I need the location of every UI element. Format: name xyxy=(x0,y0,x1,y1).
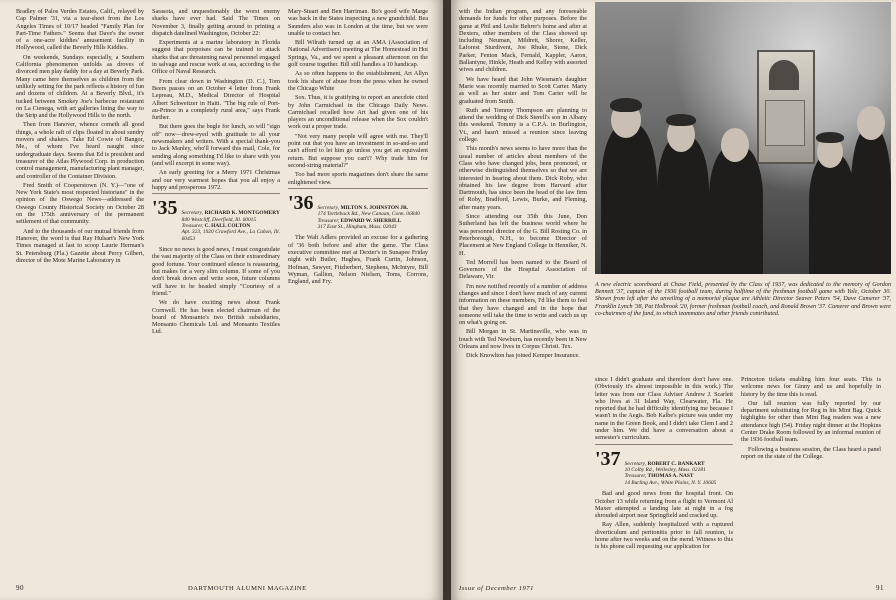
paragraph: But there goes the bugle for lunch, so will "sign off" now—drew-eyed with gratitude to all your newsmakers and writers. With a special thank-you to Jack Manley, who'll forward this mail, Cole, for sending along something I'd like to share with you (and will excerpt in some way). xyxy=(152,123,280,167)
paragraph: An early greeting for a Merry 1971 Christmas and our very warmest hopes that you all enjoy a happy and prosperous 1972. xyxy=(152,169,280,191)
paragraph: Sarasota, and unquestionably the worst enemy sharks have ever had. Said The Times on November 3, finally getting around to printing a dispatch datelined Washington, October 22: xyxy=(152,8,280,37)
left-page xyxy=(0,0,443,600)
paragraph: Princeton tickets enabling him four seats. This is welcome news for Ginny and us and hopefully in history by the time this is read. xyxy=(741,376,881,398)
person-figure xyxy=(657,136,709,274)
class-heading-36 xyxy=(288,193,428,231)
paragraph: Dick Knowlton has joined Kemper Insurance. xyxy=(466,352,580,360)
person-figure xyxy=(709,146,763,274)
paragraph: And to the thousands of our mutual friends from Hanover, the word is that Ray Hulsart's New York Times managed at last to scoop Laurie Herman's St. Petersburg (Fla.) Gazette about Percy Gilbert, director of the Mote Marine Laboratory in xyxy=(16,227,144,264)
issue-label: Issue of December 1971 xyxy=(459,585,534,592)
person-figure xyxy=(851,128,891,274)
class-year: '35 xyxy=(152,197,178,220)
page-number: 90 xyxy=(16,584,24,592)
paragraph: On weekends, Sundays especially, a Southern California phenomenon unfolds as droves of divorced men play daddy for a day at Beverly Park. Many came here themselves as children from the unlikely setting for the park reflects a history of fun and dozens of children. At a Beverly Blvd., it's tucked between Smokey Joe's barbecue restaurant on La Cienega, with art galleries lining the way to the Strip and the Hollywood Hills to the north. xyxy=(16,53,144,120)
paragraph: Bradley of Palos Verdes Estates, Calif., relayed by Cap Palmer '31, via a tear-sheet from the Los Angeles Times of 10/17 headed "Family Plan for Part-Time Fathers." Seems that Dave's the owner of a one-acre kiddies' amusement facility in Hollywood, called the Beverly Hills Kiddies. xyxy=(16,8,144,52)
page-gutter xyxy=(443,0,451,600)
right-column-1 xyxy=(459,8,587,574)
person-figure xyxy=(601,124,657,274)
left-column-3 xyxy=(288,8,428,574)
class-officers: Secretary, ROBERT C. BANKART 10 Colby Rd., Wellesley, Mass. 02181 Treasurer, THOMAS A. NAST 14 Burling Ave., White Plains, N. Y. 10605 xyxy=(624,460,717,486)
paragraph: Ted Morrell has been named to the Board of Governors of the Hospital Association of Delaware, Vir. xyxy=(459,258,587,281)
right-page xyxy=(451,0,896,600)
left-column-1 xyxy=(16,8,144,574)
paragraph: From clear down in Washington (D. C.), Tom Beers passes on an October 4 letter from Frank Lepreau, M.D., Medical Director of Hospital Albert Schweitzer in Haiti. "The big rule of Port-au-Prince in a completely rural area," says Frank further. xyxy=(152,77,280,122)
paragraph: with the Indian program, and any foreseeable demands for funds for other purposes. Before the game at Phil and Leslie Behrer's home and after at Dexters, other members of the Class showed up including Neuman, Mildrett, Shorer, Keller, Laforest Sturdivent, Joe Rhuke, Stone, Dick Parker, Fenton Mack, Fernald, Kappler, Aaron, Ballantyne, Hinkle, Heath and Kelley with assorted wives and children. xyxy=(459,8,587,74)
paragraph: Following a business session, the Class heard a panel report on the state of the College. xyxy=(741,445,881,460)
paragraph: since I didn't graduate and therefore don't have one. (Obviously it's almost impossible in this work.) The letter was from our Class Adviser Andrew J. Scarlett who lives at 31 Island Way, Clearwater, Fla. He reported that he had difficulty identifying me because I wasn't in the Aegis. Bob Kalbe's picture was under my name in the Green Book, and I didn't take Clem I and 2 under him. We did have a conversation about a semester's curriculum. xyxy=(595,376,733,442)
paragraph: Since attending our 35th this June, Don Sutherland has left the business world where he was personnel director of the G. Bill Rosting Co. in Peterborough, N.H., to become Director of Placement at New England College in Henniker, N. H. xyxy=(459,213,587,257)
right-column-3 xyxy=(741,376,881,600)
left-column-2 xyxy=(152,8,280,574)
person-figure xyxy=(809,154,855,274)
paragraph: Then from Hanover, whence cometh all good things, a whole raft of clips floated in about sundry movers and shakers. Take Ed Cowie of Bangor, Me., of whom I've heard naught since undergraduate days. Seems that Ed is president and treasurer of the Atlas Plywood Corp. in production control management, manufacturing plant manager, and controller of the Container Division. xyxy=(16,121,144,180)
class-officers: Secretary, MILTON S. JOHNSTON JR. 174 Tortleback Rd., New Canaan, Conn. 06840 Treasurer, EDWARD W. SHERRILL 317 East St., Hingham, Mass. 02043 xyxy=(317,204,420,231)
paragraph: Mary-Stuart and Ben Harriman. Bo's good wife Marge was back in the States inspecting a new grandchild. Bea Saunders also was in London at the time, but we were unable to contact her. xyxy=(288,8,428,37)
paragraph: Bill Wilrath turned up at an AMA (Association of National Advertisers) meeting at The Homestead in Hot Springs, Va., and we spent a pleasant afternoon on the golf course together. Bill still handles a 10 handicap. xyxy=(288,39,428,69)
right-column-2 xyxy=(595,376,733,600)
paragraph: Too bad more sports magazines don't share the same enlightened view. xyxy=(288,171,428,186)
class-heading-37 xyxy=(595,449,733,487)
paragraph: We have heard that John Wiesman's daughter Marie was recently married to Scott Carter. Marty as well as her sister and Tom Carter will be graduated from Smith. xyxy=(459,75,587,105)
divider xyxy=(595,444,733,445)
magazine-title: DARTMOUTH ALUMNI MAGAZINE xyxy=(188,585,307,592)
paragraph: As so often happens to the establishment, Art Allyn took his share of abuse from the press when he owned the Chicago White xyxy=(288,70,428,92)
paragraph: Experiments at a marine laboratory in Florida suggest that porpoises can be trained to attack sharks that are threatening naval personnel engaged in salvage and rescue work at sea, according to the Office of Naval Research. xyxy=(152,39,280,76)
paragraph: I'm now notified recently of a number of address changes and since I don't have much of any current information on these members, I'd like them to feel that they have changed and in the hope that someone will take the time to write and catch us up on what's going on. xyxy=(459,282,587,327)
paragraph: "Not very many people will agree with me. They'll point out that you have an investment in so-and-so and can't afford to let him go unless you get an equivalent return. But suppose you can't? Why trade him for second-string material?" xyxy=(288,132,428,169)
paragraph: We do have exciting news about Frank Cornwell. He has been elected chairman of the board of Monsanto's two British subsidiaries, Monsanto Chemicals Ltd. and Monsanto Textiles Ltd. xyxy=(152,299,280,336)
paragraph: Since no news is good news, I must congratulate the vast majority of the Class on their extraordinary good fortune. Your continued silence is reassuring, but makes for a very slim column. If some of you don't break down and write soon, future columns will have to be headed simply "Courtesy of a friend." xyxy=(152,246,280,297)
paragraph: The Walt Adlers provided an excuse for a gathering of '36 both before and after the game. The Class executive committee met at Dexter's in Sunapee Friday night with Butler, Hughes, Frank Curtin, Johnson, Hofman, Sawyer, Fitzherbert, Stephens, McIntyre, Bill Wyman, Gallion, Nelson Nielsen, Toms, Corrons, England, and Fry. xyxy=(288,234,428,286)
class-year: '36 xyxy=(288,191,314,214)
paragraph: Ray Allen, suddenly hospitalized with a ruptured diverticulum and peritonitis prior to fall reunion, is home after two weeks and on the mend. Witness to this is his phone call requesting our application for xyxy=(595,521,733,551)
divider xyxy=(288,188,428,189)
scoreboard-dedication-photo xyxy=(595,2,891,274)
paragraph: Our fall reunion was fully reported by our department substituting for Reg in his Mint Bag. Quick highlights for other than Mint Bag readers was a new attendance high (54). Friday night dinner at the Hopkins Center Drake Room followed by an informal reunion of the 1936 football team. xyxy=(741,399,881,444)
paragraph: Sox. Thus, it is gratifying to report an anecdote cited by John Carmichael in the Chicago Daily News. Carmichael recalled how Art had given one of his players an unconditional release when the Sox couldn't work out a proper trade. xyxy=(288,94,428,131)
paragraph: Ruth and Tommy Thompson are planning to attend the wedding of Dick Sterell's son in Albany this weekend. Tommy is a C.P.A. in Burlington, Vt., and hasn't missed a reunion since leaving college. xyxy=(459,106,587,144)
class-heading-35 xyxy=(152,198,280,242)
memorial-plaque-image xyxy=(765,100,805,146)
divider xyxy=(152,193,280,194)
paragraph: Bill Morgan in St. Martinsville, who was in touch with Ted Newburn, has recently been in New Orleans and now lives in Corpus Christi. Tex. xyxy=(459,328,587,351)
scoreboard-image xyxy=(757,50,815,164)
photo-caption: A new electric scoreboard at Chase Field, presented by the Class of 1937, was dedicated to the memory of Gordon Bennett '37, captain of the 1936 football team, during halftime of the freshman football game with Yale, October 30. Shown from left after the unveiling of a memorial plaque are Athletic Director Seaver Peters '54, Dave Camerer '37, Franklin Lynch '38, Pat Holbrook '20, former freshman football coach, and Ronald Brown '37. Camerer and Brown were co-chairmen of the fund, to which teammates and other friends contributed. xyxy=(595,282,891,317)
class-year: '37 xyxy=(595,447,621,470)
paragraph: This month's news seems to have more than the usual number of articles about members of the Class who have changed jobs, been promoted, or otherwise distinguished themselves so that we are interested in hearing about them. Dick Roby, who obtained his law degree from Harvard after Dartmouth, has since been the head of the law firm of Roby, Bradford, Lewis, Burke, and Fleming, after many years. xyxy=(459,145,587,211)
paragraph: Bad and good news from the hospital front. On October 13 while returning from a flight to Vermont Al Maxer attempted a landing late at night in a fog shrouded airport near Springfield and cracked up. xyxy=(595,490,733,520)
page-number: 91 xyxy=(876,584,884,592)
class-officers: Secretary, RICHARD K. MONTGOMERY 840 Westcliff, Deerfield, Ill. 60015 Treasurer, C. HALL COLTON Apt. 323, 1920 Crawford Ave., La Cañon, Ill. 60453 xyxy=(181,210,280,242)
paragraph: Fred Smith of Cooperstown (N. Y.)—"one of New York State's most respected historians" in the opinion of the Oswego News—addressed the Oswego County Historical Society on October 28 on the 175th anniversary of the permanent settlement of that community. xyxy=(16,181,144,226)
